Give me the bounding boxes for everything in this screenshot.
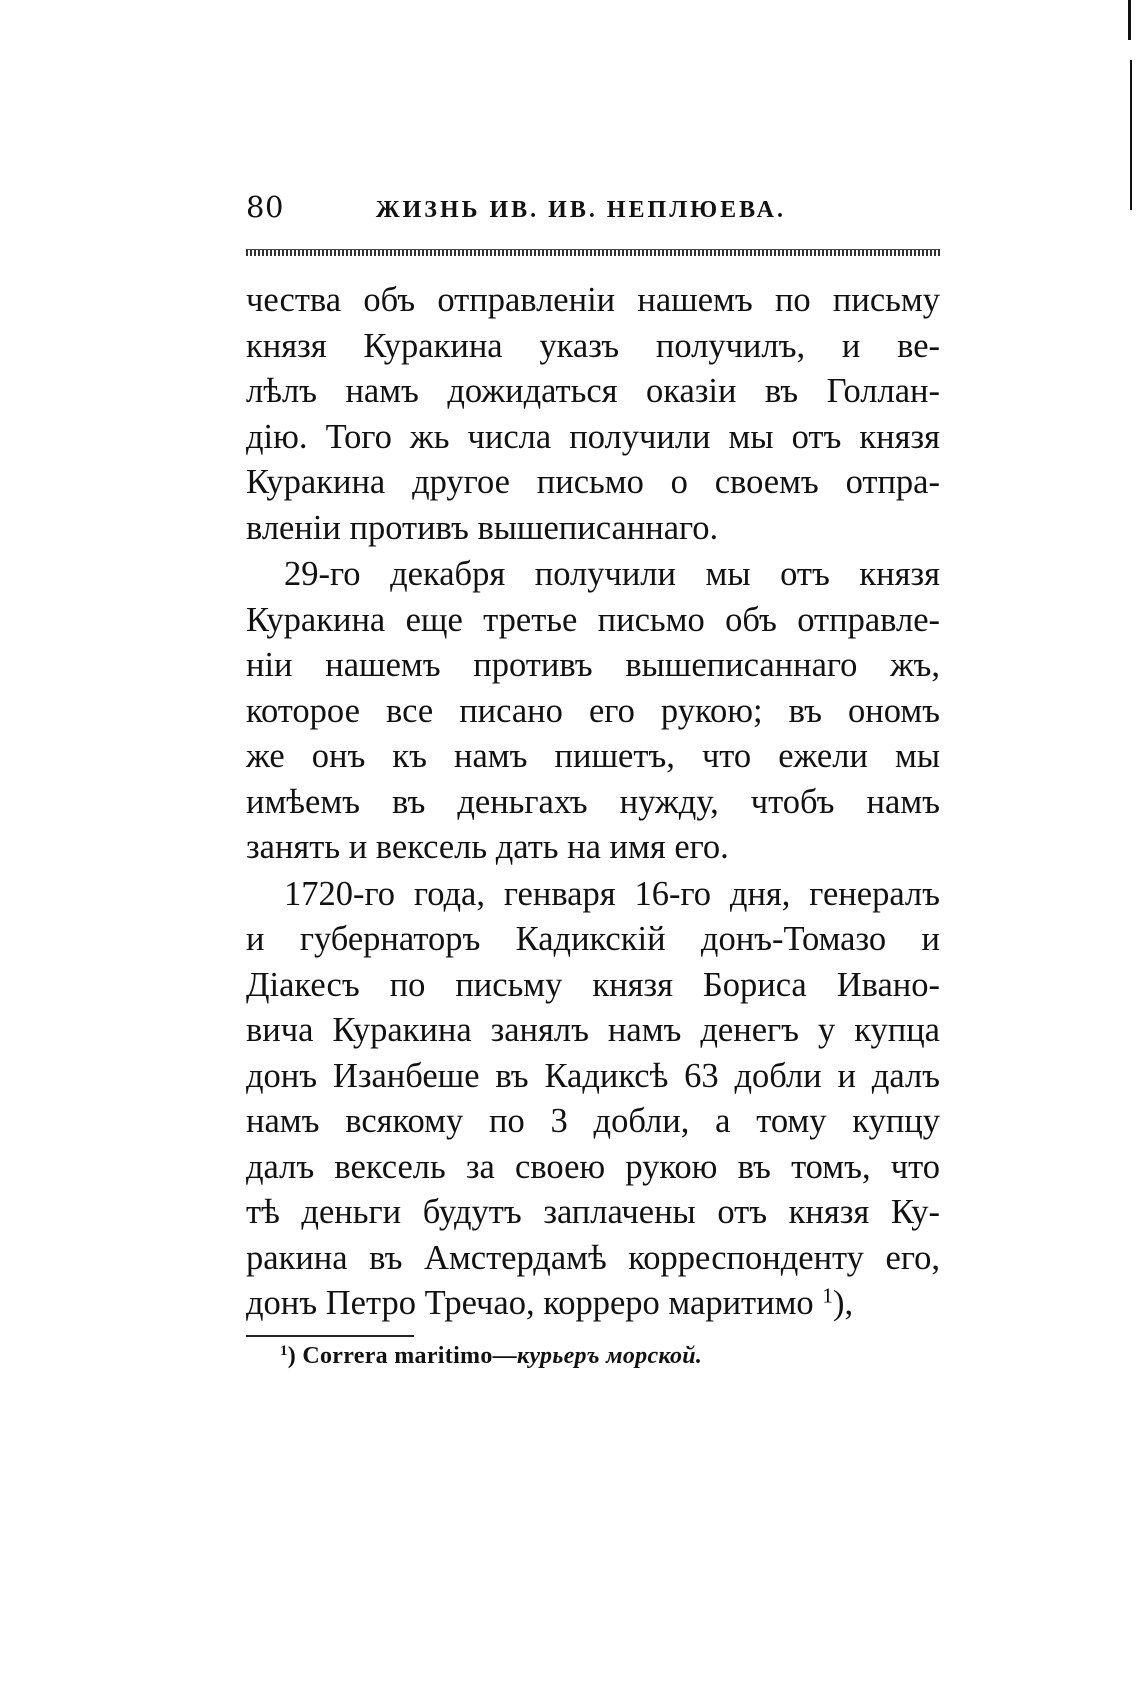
footnote: [246, 1343, 940, 1370]
text-line: донъ Изанбеше въ Кадиксѣ 63 добли и далъ: [246, 1056, 940, 1095]
text-line: имѣемъ въ деньгахъ нужду, чтобъ намъ: [246, 782, 940, 821]
text-line: Діакесъ по письму князя Бориса Ивано-: [246, 965, 940, 1004]
footnote-marker-close: ): [287, 1342, 297, 1369]
footnote-text: Correra maritimo—: [302, 1342, 517, 1369]
text-line: Куракина еще третье письмо объ отправле-: [246, 600, 940, 639]
text-line: 29-го декабря получили мы отъ князя: [284, 555, 940, 593]
text-line: ракина въ Амстердамѣ корреспонденту его,: [246, 1238, 940, 1277]
text-line: донъ Петро Тречао, корреро маритимо: [246, 1284, 814, 1322]
line-tail: ),: [832, 1284, 854, 1322]
text-line: и губернаторъ Кадикскій донъ-Томазо и: [246, 920, 940, 958]
page-number: 80: [246, 190, 284, 224]
text-line: Куракина другое письмо о своемъ отпра-: [246, 463, 940, 501]
text-line: чества объ отправленіи нашемъ по письму: [246, 281, 940, 319]
header-rule: [246, 249, 940, 256]
footnote-marker: 1: [280, 1342, 288, 1359]
scan-edge-line-middle: [1130, 60, 1132, 210]
footnote-reference: 1: [822, 1283, 833, 1308]
text-line-with-note: [246, 1281, 940, 1327]
footnote-translation: курьеръ морской.: [516, 1342, 703, 1369]
text-line: вича Куракина занялъ намъ денегъ у купца: [246, 1011, 940, 1049]
text-line: князя Куракина указъ получилъ, и ве-: [246, 326, 940, 365]
running-title: ЖИЗНЬ ИВ. ИВ. НЕПЛЮЕВА.: [375, 197, 786, 223]
text-line: 1720-го года, генваря 16-го дня, генералъ: [284, 874, 940, 913]
scan-edge-line-top: [1128, 0, 1131, 40]
footnote-rule: [246, 1335, 414, 1337]
paragraph-3: [246, 872, 940, 1327]
text-line: же онъ къ намъ пишетъ, что ежели мы: [246, 737, 940, 775]
text-line: вленіи противъ вышеписаннаго.: [246, 508, 719, 547]
text-line: далъ вексель за своею рукою въ томъ, что: [246, 1147, 940, 1186]
book-page: [246, 190, 940, 1370]
running-head: [246, 190, 940, 240]
text-line: которое все писано его рукою; въ ономъ: [246, 691, 940, 730]
text-line: намъ всякому по 3 добли, а тому купцу: [246, 1102, 940, 1140]
text-line: ніи нашемъ противъ вышеписаннаго жъ,: [246, 646, 940, 684]
text-line: дію. Того жь числа получили мы отъ князя: [246, 417, 940, 456]
text-line: занять и вексель дать на имя его.: [246, 828, 729, 866]
text-line: тѣ деньги будутъ заплачены отъ князя Ку-: [246, 1193, 940, 1231]
text-line: лѣлъ намъ дожидаться оказіи въ Голлан-: [246, 372, 940, 410]
paragraph-2: [246, 552, 940, 871]
paragraph-1: [246, 278, 940, 551]
